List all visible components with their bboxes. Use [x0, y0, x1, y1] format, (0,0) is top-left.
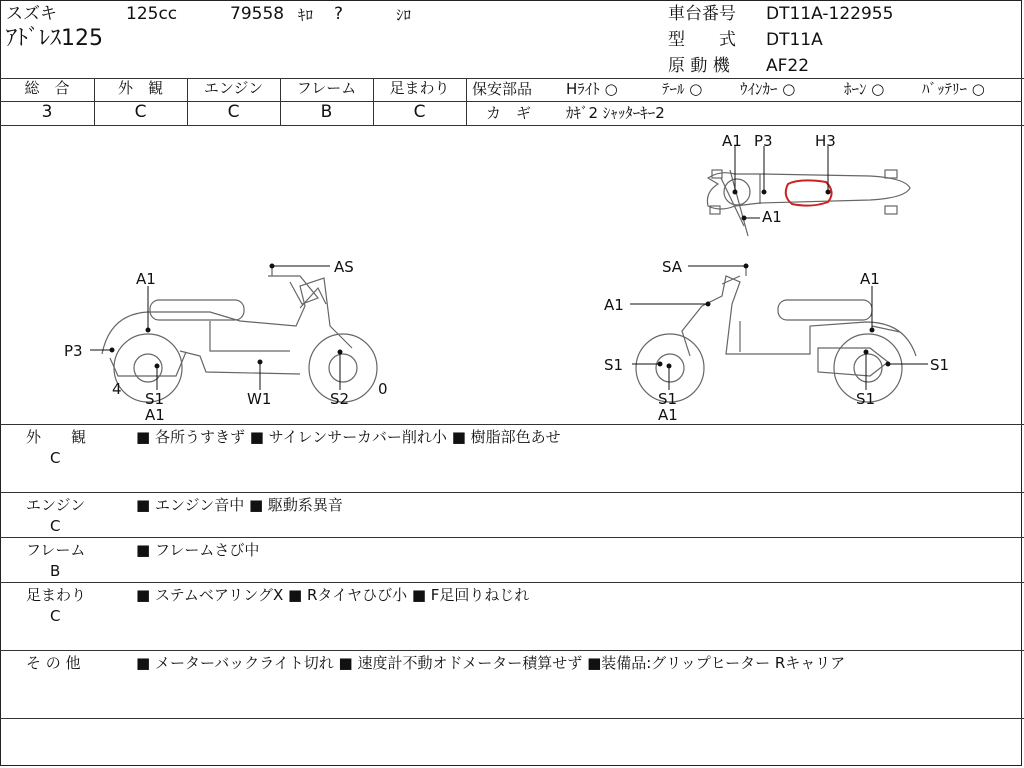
remark-text: ■ メーターバックライト切れ ■ 速度計不動オドメーター積算せず ■装備品:グリップヒーター Rキャリア	[136, 654, 846, 672]
remark-grade: C	[50, 449, 61, 467]
label-left-s1: S1	[145, 390, 165, 408]
safety-item-tail: ﾃｰﾙ ○	[662, 80, 703, 98]
displacement: 125cc	[126, 4, 178, 24]
label-top-a1: A1	[722, 132, 742, 150]
headlight-status: ○	[604, 80, 618, 98]
frame-no-label: 車台番号	[668, 4, 736, 24]
type: DT11A	[766, 30, 823, 50]
remark-category: エンジン	[26, 496, 86, 514]
grade-header-suspension: 足まわり	[389, 79, 450, 97]
remark-text: ■ ステムベアリングX ■ Rタイヤひび小 ■ F足回りねじれ	[136, 586, 530, 604]
label-left-0: 0	[378, 380, 388, 398]
label-left-4: 4	[112, 380, 122, 398]
label-right-s1-3: S1	[856, 390, 876, 408]
mileage-note: ?	[334, 4, 344, 24]
scooter-diagram	[0, 126, 1024, 424]
label-left-s2: S2	[330, 390, 350, 408]
grade-header-engine: エンジン	[203, 79, 264, 97]
remark-category: 外 観	[26, 428, 87, 446]
label-right-s1-2: S1	[658, 390, 678, 408]
key-label: カ ギ	[486, 104, 532, 122]
label-right-a1-3: A1	[658, 406, 678, 424]
label-top-h3: H3	[815, 132, 836, 150]
label-right-s1: S1	[604, 356, 624, 374]
grade-header-frame: フレーム	[296, 79, 357, 97]
grade-header-exterior: 外 観	[117, 79, 163, 97]
mileage-unit: ｷﾛ	[298, 6, 314, 24]
safety-item-horn: ﾎｰﾝ ○	[844, 80, 885, 98]
remark-grade: C	[50, 607, 61, 625]
grade-frame: B	[320, 102, 333, 122]
model-name: ｱﾄﾞﾚｽ125	[6, 26, 103, 51]
grade-engine: C	[227, 102, 240, 122]
safety-item-battery: ﾊﾞｯﾃﾘｰ ○	[922, 80, 985, 98]
remark-grade: C	[50, 517, 61, 535]
safety-label: 保安部品	[472, 80, 533, 98]
label-left-p3: P3	[64, 342, 83, 360]
label-left-w1: W1	[247, 390, 272, 408]
grade-suspension: C	[413, 102, 426, 122]
label-top-p3: P3	[754, 132, 773, 150]
remark-text: ■ 各所うすきず ■ サイレンサーカバー削れ小 ■ 樹脂部色あせ	[136, 428, 561, 446]
label-left-a1-2: A1	[145, 406, 165, 424]
remark-category: 足まわり	[26, 586, 87, 604]
remark-text: ■ フレームさび中	[136, 541, 260, 559]
grade-overall: 3	[41, 102, 53, 122]
remark-text: ■ エンジン音中 ■ 駆動系異音	[136, 496, 343, 514]
safety-item-headlight: Hﾗｲﾄ ○	[566, 80, 618, 98]
maker: スズキ	[6, 4, 57, 24]
label-right-sa: SA	[662, 258, 683, 276]
engine-label: 原 動 機	[668, 56, 730, 76]
safety-item-winker: ｳｲﾝｶｰ ○	[740, 80, 796, 98]
label-right-s1-4: S1	[930, 356, 950, 374]
label-left-as: AS	[334, 258, 354, 276]
tail-status: ○	[689, 80, 703, 98]
engine-model: AF22	[766, 56, 810, 76]
grade-header-overall: 総 合	[24, 79, 70, 97]
label-right-a1: A1	[604, 296, 624, 314]
label-right-a1-2: A1	[860, 270, 880, 288]
remark-grade: B	[50, 562, 61, 580]
key-value: ｶｷﾞ2 ｼｬｯﾀｰｷｰ2	[566, 104, 665, 122]
type-label: 型 式	[668, 30, 736, 50]
body-color: ｼﾛ	[396, 6, 412, 24]
battery-status: ○	[971, 80, 985, 98]
winker-status: ○	[782, 80, 796, 98]
grade-exterior: C	[134, 102, 147, 122]
remark-category: フレーム	[26, 541, 86, 559]
label-top-a1-2: A1	[762, 208, 782, 226]
remark-category: そ の 他	[26, 654, 81, 672]
mileage: 79558	[230, 4, 285, 24]
horn-status: ○	[871, 80, 885, 98]
label-left-a1: A1	[136, 270, 156, 288]
frame-no: DT11A-122955	[766, 4, 894, 24]
